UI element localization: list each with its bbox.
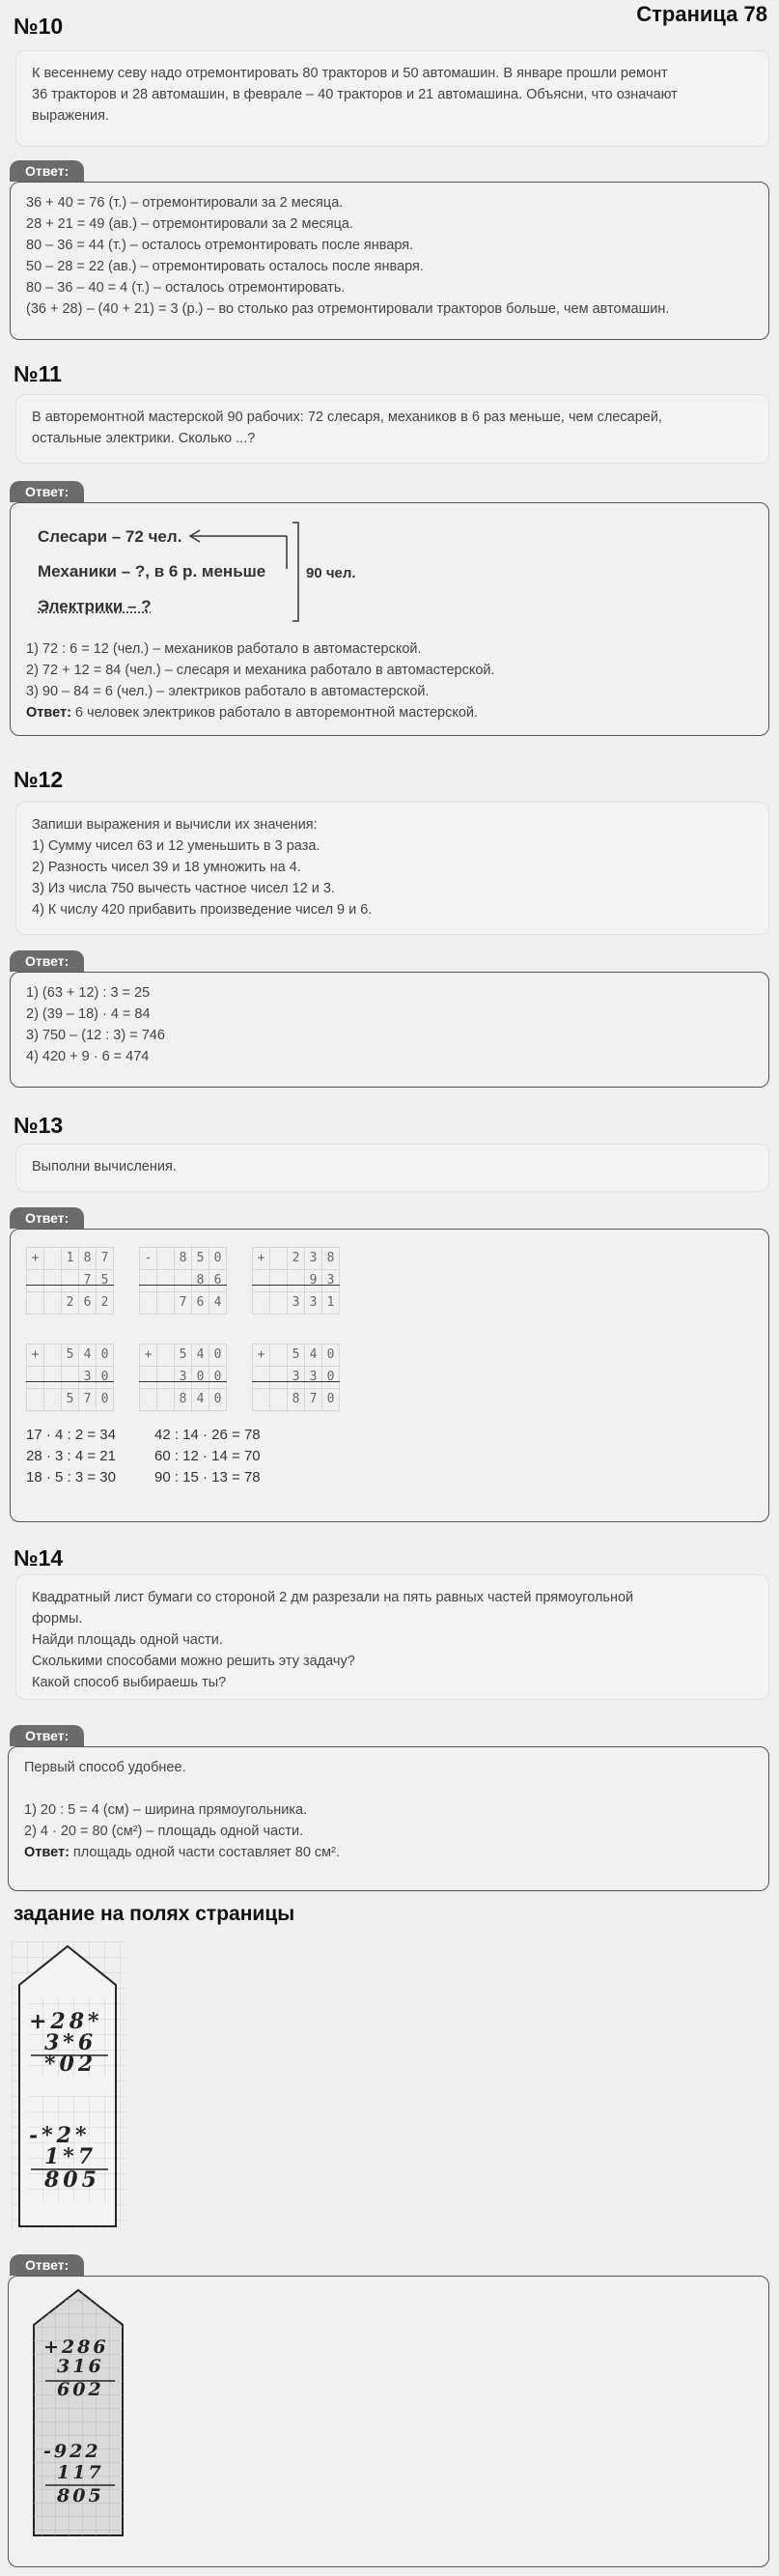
digit-cell: 2	[97, 1292, 114, 1315]
column-calc-row	[26, 1247, 753, 1315]
answer-line: (36 + 28) – (40 + 21) = 3 (р.) – во столько раз отремонтировали тракторов больше, чем автомашин.	[26, 301, 670, 317]
digit-cell: 5	[192, 1248, 209, 1270]
expression-columns	[26, 1425, 753, 1488]
expression-line: 17 · 4 : 2 = 34	[26, 1427, 116, 1443]
empty-cell	[157, 1345, 175, 1367]
empty-cell	[270, 1389, 288, 1411]
digit-cell: 7	[97, 1248, 114, 1270]
sum-line	[26, 1381, 114, 1382]
answer-top-line3: 602	[57, 2379, 104, 2400]
digit-cell: 3	[305, 1292, 322, 1315]
empty-cell	[140, 1367, 157, 1389]
answer-line: 2) 4 · 20 = 80 (см²) – площадь одной части.	[24, 1824, 304, 1839]
final-answer-text: площадь одной части составляет 80 см².	[69, 1845, 340, 1860]
digit-cell: 3	[322, 1270, 340, 1292]
answer-line: 36 + 40 = 76 (т.) – отремонтировали за 2 месяца.	[26, 195, 344, 211]
question-line: выражения.	[32, 108, 110, 124]
digit-cell: 8	[192, 1270, 209, 1292]
task-11-question	[15, 394, 769, 464]
answer-line: 1) 20 : 5 = 4 (см) – ширина прямоугольника.	[24, 1802, 308, 1818]
digit-cell: 3	[305, 1367, 322, 1389]
question-line: Сколькими способами можно решить эту задачу?	[32, 1654, 355, 1669]
empty-cell	[253, 1270, 270, 1292]
digit-cell: 7	[175, 1292, 192, 1315]
question-line: К весеннему севу надо отремонтировать 80 тракторов и 50 автомашин. В январе прошли ремонт	[32, 66, 668, 81]
task-14-number: №14	[14, 1545, 64, 1571]
puzzle-top-line1: +28*	[29, 2009, 103, 2034]
digit-cell: 6	[192, 1292, 209, 1315]
empty-cell	[270, 1292, 288, 1315]
digit-cell: 0	[192, 1367, 209, 1389]
empty-cell	[270, 1270, 288, 1292]
task-12-number: №12	[14, 767, 64, 792]
question-line: Выполни вычисления.	[32, 1159, 177, 1175]
digit-cell: 0	[209, 1345, 227, 1367]
answer-tag: Ответ:	[10, 481, 84, 502]
puzzle-bottom-line3: 805	[44, 2167, 100, 2193]
expression-line: 90 : 15 · 13 = 78	[153, 1469, 261, 1486]
empty-cell	[157, 1270, 175, 1292]
digit-cell	[62, 1367, 79, 1389]
scheme-row-electricians: Электрики – ?	[38, 597, 152, 615]
digit-cell: 5	[62, 1389, 79, 1411]
digit-cell: 3	[288, 1292, 305, 1315]
digit-cell: 2	[288, 1248, 305, 1270]
final-answer-label: Ответ:	[24, 1845, 70, 1860]
margin-task-answer	[8, 2276, 769, 2567]
operator-cell: +	[140, 1345, 157, 1367]
question-line: 4) К числу 420 прибавить произведение чисел 9 и 6.	[32, 902, 373, 918]
expression-column-left	[26, 1425, 116, 1488]
question-line: Какой способ выбираешь ты?	[32, 1675, 227, 1690]
answer-house-figure	[28, 2286, 128, 2539]
question-line: Найди площадь одной части.	[32, 1632, 223, 1648]
digit-cell: 5	[175, 1345, 192, 1367]
answer-line: 1) 72 : 6 = 12 (чел.) – механиков работало в автомастерской.	[26, 641, 422, 657]
margin-task-title: задание на полях страницы	[14, 1903, 295, 1925]
answer-line: 3) 750 – (12 : 3) = 746	[26, 1028, 165, 1043]
puzzle-top-line2: 3*6	[44, 2030, 97, 2055]
digit-cell: 7	[79, 1270, 97, 1292]
empty-cell	[140, 1389, 157, 1411]
empty-cell	[44, 1345, 62, 1367]
digit-cell: 0	[209, 1389, 227, 1411]
digit-cell: 0	[322, 1367, 340, 1389]
empty-cell	[157, 1389, 175, 1411]
task-11-number: №11	[14, 361, 62, 386]
empty-cell	[44, 1270, 62, 1292]
question-line: 3) Из числа 750 вычесть частное чисел 12 и 3.	[32, 881, 335, 896]
puzzle-bottom-line1: -*2*	[29, 2123, 91, 2148]
expression-line: 42 : 14 · 26 = 78	[153, 1427, 261, 1443]
digit-cell	[175, 1270, 192, 1292]
column-calculation	[252, 1344, 340, 1411]
empty-cell	[253, 1389, 270, 1411]
final-answer-text: 6 человек электриков работало в авторемонтной мастерской.	[70, 705, 479, 721]
digit-cell: 4	[209, 1292, 227, 1315]
final-answer	[24, 1842, 753, 1863]
empty-cell	[140, 1270, 157, 1292]
answer-line: 4) 420 + 9 · 6 = 474	[26, 1049, 150, 1064]
puzzle-bottom-line2: 1*7	[44, 2144, 97, 2169]
question-line: В авторемонтной мастерской 90 рабочих: 72 слесаря, механиков в 6 раз меньше, чем слесарей,	[32, 410, 662, 425]
empty-cell	[27, 1270, 44, 1292]
empty-cell	[157, 1367, 175, 1389]
sum-line	[26, 1285, 114, 1286]
question-line: формы.	[32, 1611, 83, 1627]
answer-tag: Ответ:	[10, 160, 84, 182]
answer-line: 50 – 28 = 22 (ав.) – отремонтировать осталось после января.	[26, 259, 424, 274]
digit-cell: 3	[288, 1367, 305, 1389]
digit-cell: 4	[192, 1345, 209, 1367]
answer-intro: Первый способ удобнее.	[24, 1760, 186, 1775]
answer-line: 28 + 21 = 49 (ав.) – отремонтировали за 2 месяца.	[26, 216, 354, 232]
column-calc-row	[26, 1344, 753, 1411]
answer-top-line1: +286	[43, 2336, 109, 2358]
digit-cell: 4	[192, 1389, 209, 1411]
digit-cell	[62, 1270, 79, 1292]
digit-cell: 6	[79, 1292, 97, 1315]
digit-cell: 3	[305, 1248, 322, 1270]
task-12-answer	[10, 972, 769, 1088]
empty-cell	[157, 1248, 175, 1270]
question-line: Квадратный лист бумаги со стороной 2 дм разрезали на пять равных частей прямоугольной	[32, 1590, 634, 1605]
empty-cell	[44, 1389, 62, 1411]
scheme-row-fitters: Слесари – 72 чел.	[38, 527, 182, 546]
digit-cell: 0	[322, 1389, 340, 1411]
task-13-answer	[10, 1229, 769, 1522]
expression-column-right	[154, 1425, 261, 1488]
digit-cell: 9	[305, 1270, 322, 1292]
answer-line: 80 – 36 = 44 (т.) – осталось отремонтировать после января.	[26, 238, 414, 253]
digit-cell: 7	[79, 1389, 97, 1411]
empty-cell	[27, 1389, 44, 1411]
question-line: 1) Сумму чисел 63 и 12 уменьшить в 3 раза.	[32, 838, 320, 854]
empty-cell	[27, 1367, 44, 1389]
digit-cell	[288, 1270, 305, 1292]
digit-cell: 8	[175, 1248, 192, 1270]
answer-tag: Ответ:	[10, 950, 84, 972]
task-14-answer	[8, 1746, 769, 1891]
digit-cell: 0	[209, 1367, 227, 1389]
empty-cell	[140, 1292, 157, 1315]
sum-line	[139, 1381, 227, 1382]
answer-bottom-line2: 117	[57, 2462, 104, 2483]
answer-line: 80 – 36 – 40 = 4 (т.) – осталось отремонтировать.	[26, 280, 346, 296]
task-10-question	[15, 50, 769, 147]
digit-cell: 0	[97, 1345, 114, 1367]
task-14-question	[15, 1574, 769, 1700]
answer-line: 1) (63 + 12) : 3 = 25	[26, 985, 151, 1001]
operator-cell: +	[253, 1248, 270, 1270]
task-12-question	[15, 802, 769, 935]
digit-cell: 0	[97, 1389, 114, 1411]
task-13-question	[15, 1144, 769, 1192]
final-answer-label: Ответ:	[26, 705, 71, 721]
empty-cell	[253, 1367, 270, 1389]
digit-cell: 4	[79, 1345, 97, 1367]
digit-cell: 6	[209, 1270, 227, 1292]
empty-cell	[27, 1292, 44, 1315]
digit-cell: 8	[175, 1389, 192, 1411]
task-13-number: №13	[14, 1113, 64, 1138]
digit-cell: 5	[97, 1270, 114, 1292]
answer-bottom-line1: -922	[43, 2441, 101, 2462]
question-line: 36 тракторов и 28 автомашин, в феврале – 40 тракторов и 21 автомашина. Объясни, что означают	[32, 87, 678, 102]
digit-cell: 0	[209, 1248, 227, 1270]
digit-cell: 8	[322, 1248, 340, 1270]
column-calculation	[139, 1344, 227, 1411]
final-answer	[26, 702, 753, 723]
column-calculation	[139, 1247, 227, 1315]
expression-line: 28 · 3 : 4 = 21	[26, 1448, 116, 1464]
answer-line: 2) 72 + 12 = 84 (чел.) – слесаря и механика работало в автомастерской.	[26, 663, 495, 678]
answer-tag: Ответ:	[10, 1725, 84, 1746]
column-calculation	[252, 1247, 340, 1315]
task-11-scheme	[26, 513, 753, 638]
empty-cell	[44, 1367, 62, 1389]
empty-cell	[44, 1292, 62, 1315]
answer-tag: Ответ:	[10, 2254, 84, 2276]
sum-line	[252, 1285, 340, 1286]
digit-cell: 1	[62, 1248, 79, 1270]
digit-cell: 5	[288, 1345, 305, 1367]
empty-cell	[44, 1248, 62, 1270]
empty-cell	[270, 1248, 288, 1270]
column-calculation	[26, 1344, 114, 1411]
answer-line: 3) 90 – 84 = 6 (чел.) – электриков работало в автомастерской.	[26, 684, 430, 699]
digit-cell: 0	[322, 1345, 340, 1367]
margin-task-figure	[12, 1941, 125, 2231]
answer-top-line2: 316	[57, 2356, 104, 2377]
digit-cell: 1	[322, 1292, 340, 1315]
digit-cell: 7	[305, 1389, 322, 1411]
question-line: 2) Разность чисел 39 и 18 умножить на 4.	[32, 860, 301, 875]
digit-cell: 8	[288, 1389, 305, 1411]
column-calculation	[26, 1247, 114, 1315]
digit-cell: 4	[305, 1345, 322, 1367]
digit-cell: 5	[62, 1345, 79, 1367]
question-line: остальные электрики. Сколько ...?	[32, 431, 256, 446]
page-title: Страница 78	[636, 2, 767, 26]
empty-cell	[270, 1367, 288, 1389]
expression-line: 60 : 12 · 14 = 70	[153, 1448, 261, 1464]
digit-cell: 0	[97, 1367, 114, 1389]
scheme-brace-label: 90 чел.	[306, 565, 356, 581]
expression-line: 18 · 5 : 3 = 30	[26, 1469, 116, 1486]
task-11-answer	[10, 502, 769, 736]
sum-line	[139, 1285, 227, 1286]
digit-cell: 2	[62, 1292, 79, 1315]
digit-cell: 8	[79, 1248, 97, 1270]
operator-cell: +	[27, 1345, 44, 1367]
answer-bottom-line3: 805	[57, 2485, 104, 2506]
operator-cell: -	[140, 1248, 157, 1270]
task-10-number: №10	[14, 14, 64, 39]
puzzle-top-line3: *02	[44, 2052, 97, 2077]
digit-cell: 3	[79, 1367, 97, 1389]
question-line: Запиши выражения и вычисли их значения:	[32, 817, 318, 833]
empty-cell	[253, 1292, 270, 1315]
answer-line: 2) (39 – 18) · 4 = 84	[26, 1006, 151, 1022]
empty-cell	[157, 1292, 175, 1315]
sum-line	[252, 1381, 340, 1382]
empty-cell	[270, 1345, 288, 1367]
operator-cell: +	[27, 1248, 44, 1270]
operator-cell: +	[253, 1345, 270, 1367]
digit-cell: 3	[175, 1367, 192, 1389]
scheme-row-mechanics: Механики – ?, в 6 р. меньше	[38, 562, 266, 580]
answer-tag: Ответ:	[10, 1207, 84, 1229]
task-10-answer	[10, 182, 769, 340]
